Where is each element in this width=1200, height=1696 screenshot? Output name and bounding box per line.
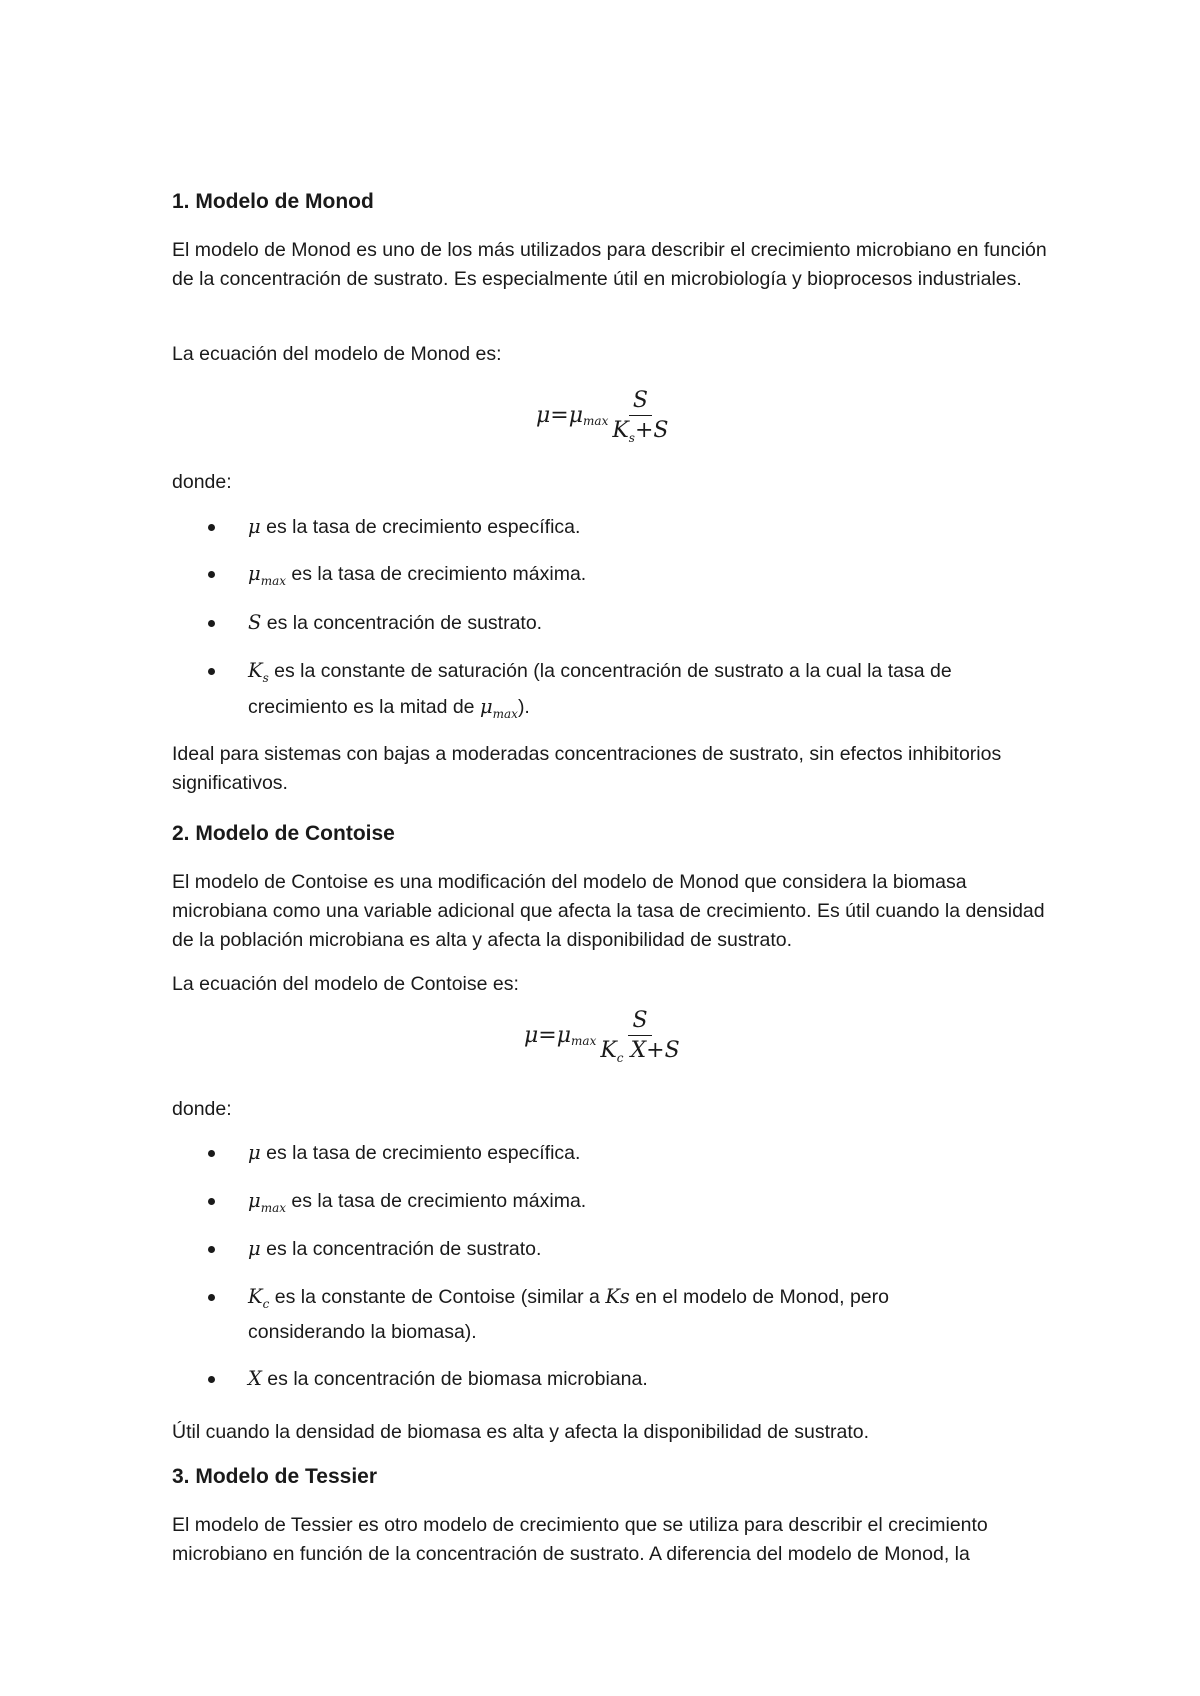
contoise-fraction: $\frac{S}{K_c X+S}$ bbox=[600, 1008, 680, 1065]
bullet-icon bbox=[208, 1376, 215, 1383]
monod-equation: μ=μ max $\frac{S}{K_s+S}$ bbox=[536, 388, 669, 445]
bullet-icon bbox=[208, 571, 215, 578]
section-1-title: 1. Modelo de Monod bbox=[172, 190, 374, 213]
bullet-icon bbox=[208, 1294, 215, 1301]
bullet-icon bbox=[208, 1198, 215, 1205]
section-1-closing: Ideal para sistemas con bajas a moderadas concentraciones de sustrato, sin efectos inhibitorios significativos. bbox=[172, 743, 1002, 794]
monod-fraction: $\frac{S}{K_s+S}$ bbox=[612, 388, 669, 445]
section-2-closing: Útil cuando la densidad de biomasa es alta y afecta la disponibilidad de sustrato. bbox=[172, 1421, 870, 1443]
section-1-equation-intro: La ecuación del modelo de Monod es: bbox=[172, 343, 502, 365]
section-2-donde: donde: bbox=[172, 1098, 232, 1120]
contoise-equation: μ=μ max $\frac{S}{K_c X+S}$ bbox=[524, 1008, 680, 1065]
bullet-icon bbox=[208, 524, 215, 531]
bullet-icon bbox=[208, 1150, 215, 1157]
bullet-icon bbox=[208, 1246, 215, 1253]
section-1-intro: El modelo de Monod es uno de los más utilizados para describir el crecimiento microbiano en función de la concentración de sustrato. Es especialmente útil en microbiología y bioprocesos industriales. bbox=[172, 239, 1047, 290]
section-2-equation-intro: La ecuación del modelo de Contoise es: bbox=[172, 973, 519, 995]
bullet-icon bbox=[208, 620, 215, 627]
section-2-intro: El modelo de Contoise es una modificación del modelo de Monod que considera la biomasa microbiana como una variable adicional que afecta la tasa de crecimiento. Es útil cuando la densidad de la población microbiana es alta y afecta la disponibilidad de sustrato. bbox=[172, 871, 1045, 951]
section-3-title: 3. Modelo de Tessier bbox=[172, 1465, 378, 1488]
section-1-donde: donde: bbox=[172, 471, 232, 493]
section-3-intro: El modelo de Tessier es otro modelo de crecimiento que se utiliza para describir el crecimiento microbiano en función de la concentración de sustrato. A diferencia del modelo de Monod, la bbox=[172, 1514, 988, 1565]
section-2-title: 2. Modelo de Contoise bbox=[172, 822, 395, 845]
bullet-icon bbox=[208, 668, 215, 675]
